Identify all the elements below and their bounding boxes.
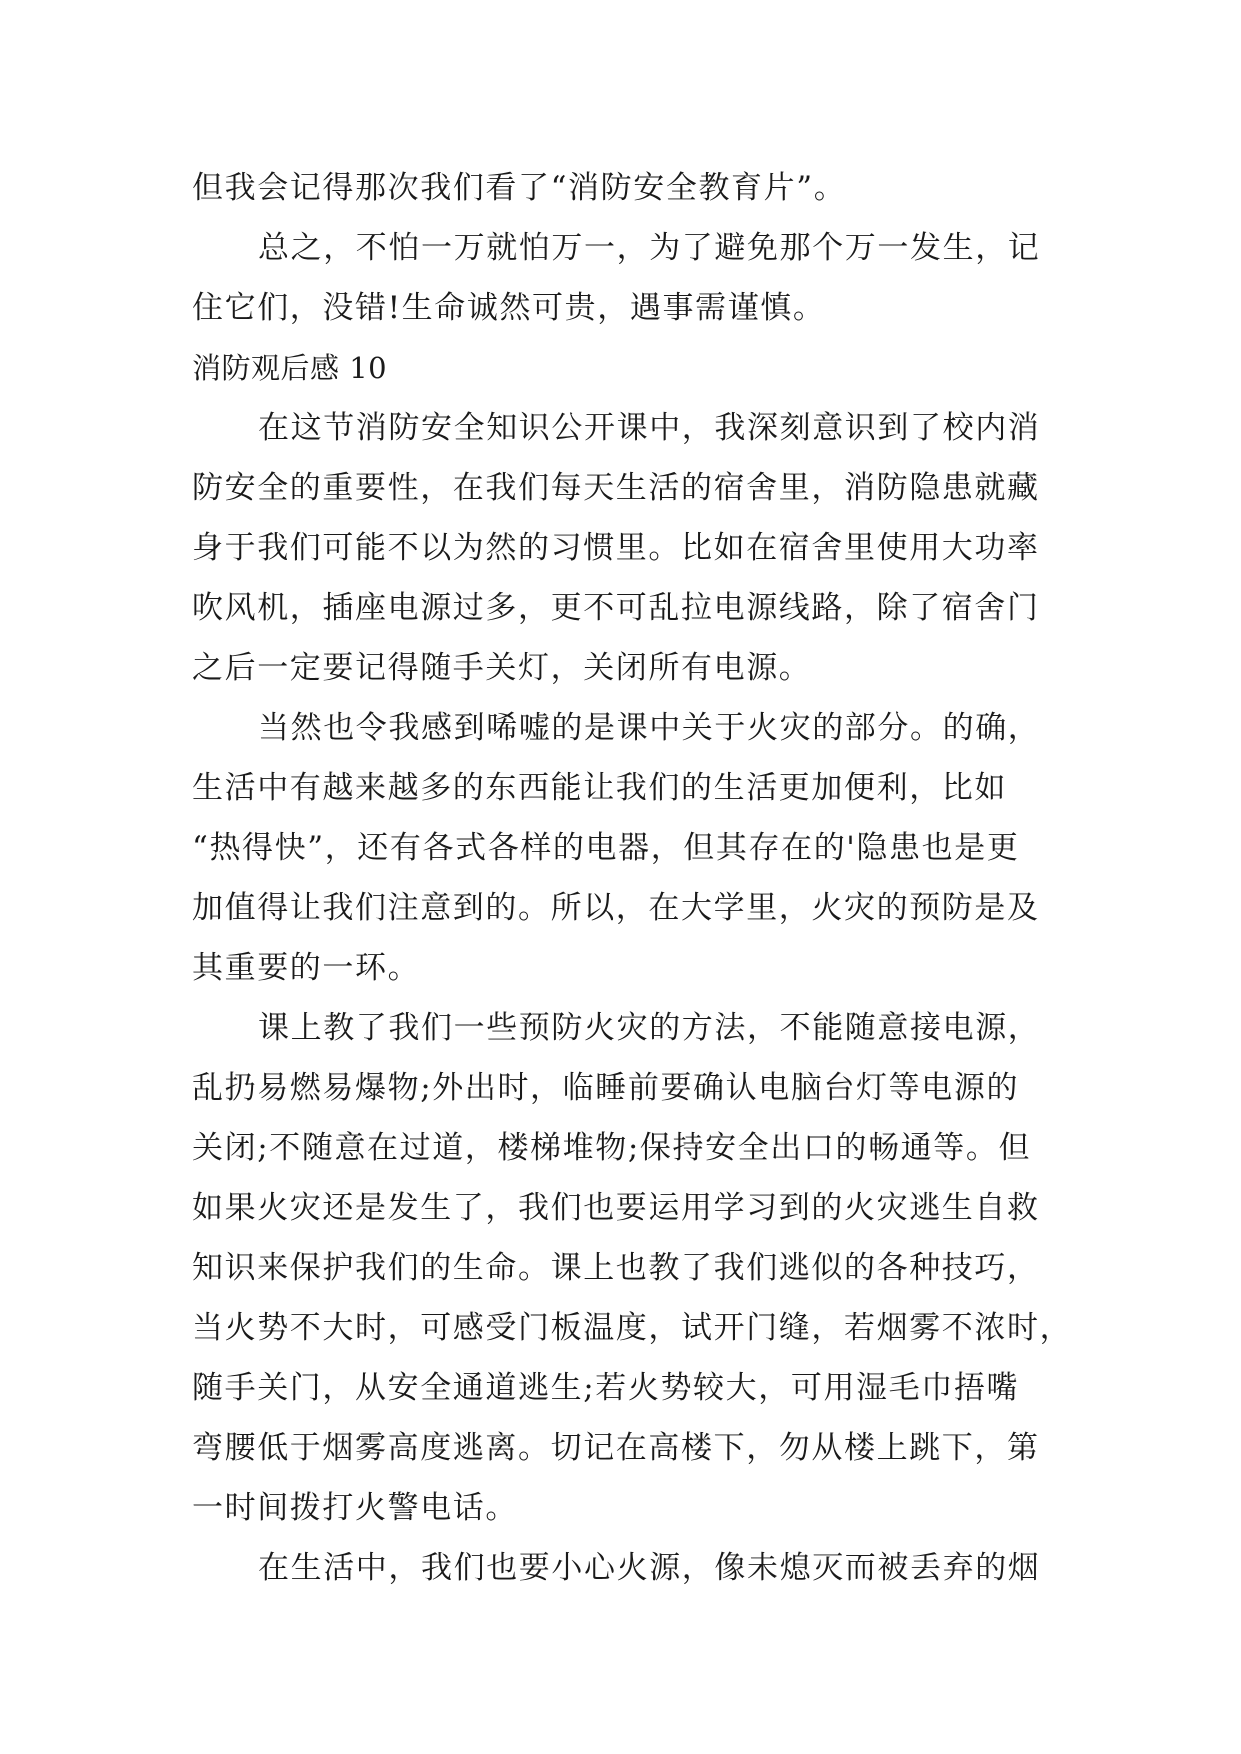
text-line: “热得快”，还有各式各样的电器，但其存在的'隐患也是更 [192, 830, 1020, 866]
text-line: 加值得让我们注意到的。所以，在大学里，火灾的预防是及 [192, 890, 1040, 926]
text-line: 在这节消防安全知识公开课中，我深刻意识到了校内消 [258, 410, 1041, 446]
text-line: 之后一定要记得随手关灯，关闭所有电源。 [192, 650, 812, 686]
text-line: 如果火灾还是发生了，我们也要运用学习到的火灾逃生自救 [192, 1190, 1040, 1226]
text-line: 总之，不怕一万就怕万一，为了避免那个万一发生，记 [258, 230, 1041, 266]
text-line: 其重要的一环。 [192, 950, 421, 986]
text-line: 一时间拨打火警电话。 [192, 1490, 518, 1526]
section-heading: 消防观后感 10 [192, 351, 388, 385]
text-line: 关闭;不随意在过道，楼梯堆物;保持安全出口的畅通等。但 [192, 1130, 1032, 1166]
text-line: 吹风机，插座电源过多，更不可乱拉电源线路，除了宿舍门 [192, 590, 1040, 626]
text-line: 乱扔易燃易爆物;外出时，临睡前要确认电脑台灯等电源的 [192, 1070, 1020, 1106]
text-line: 住它们，没错!生命诚然可贵，遇事需谨慎。 [192, 290, 826, 326]
document-body [192, 158, 1073, 1598]
text-line: 但我会记得那次我们看了“消防安全教育片”。 [192, 170, 847, 206]
text-line: 课上教了我们一些预防火灾的方法，不能随意接电源， [258, 1010, 1041, 1046]
text-line: 弯腰低于烟雾高度逃离。切记在高楼下，勿从楼上跳下，第 [192, 1430, 1040, 1466]
text-line: 防安全的重要性，在我们每天生活的宿舍里，消防隐患就藏 [192, 470, 1040, 506]
text-line: 身于我们可能不以为然的习惯里。比如在宿舍里使用大功率 [192, 530, 1040, 566]
text-line: 随手关门，从安全通道逃生;若火势较大，可用湿毛巾捂嘴 [192, 1370, 1020, 1406]
text-line: 当火势不大时，可感受门板温度，试开门缝，若烟雾不浓时， [192, 1310, 1073, 1346]
text-line: 生活中有越来越多的东西能让我们的生活更加便利，比如 [192, 770, 1007, 806]
text-line: 在生活中，我们也要小心火源，像未熄灭而被丢弃的烟 [258, 1550, 1041, 1586]
text-line: 当然也令我感到唏嘘的是课中关于火灾的部分。的确， [258, 710, 1041, 746]
text-line: 知识来保护我们的生命。课上也教了我们逃似的各种技巧， [192, 1250, 1040, 1286]
